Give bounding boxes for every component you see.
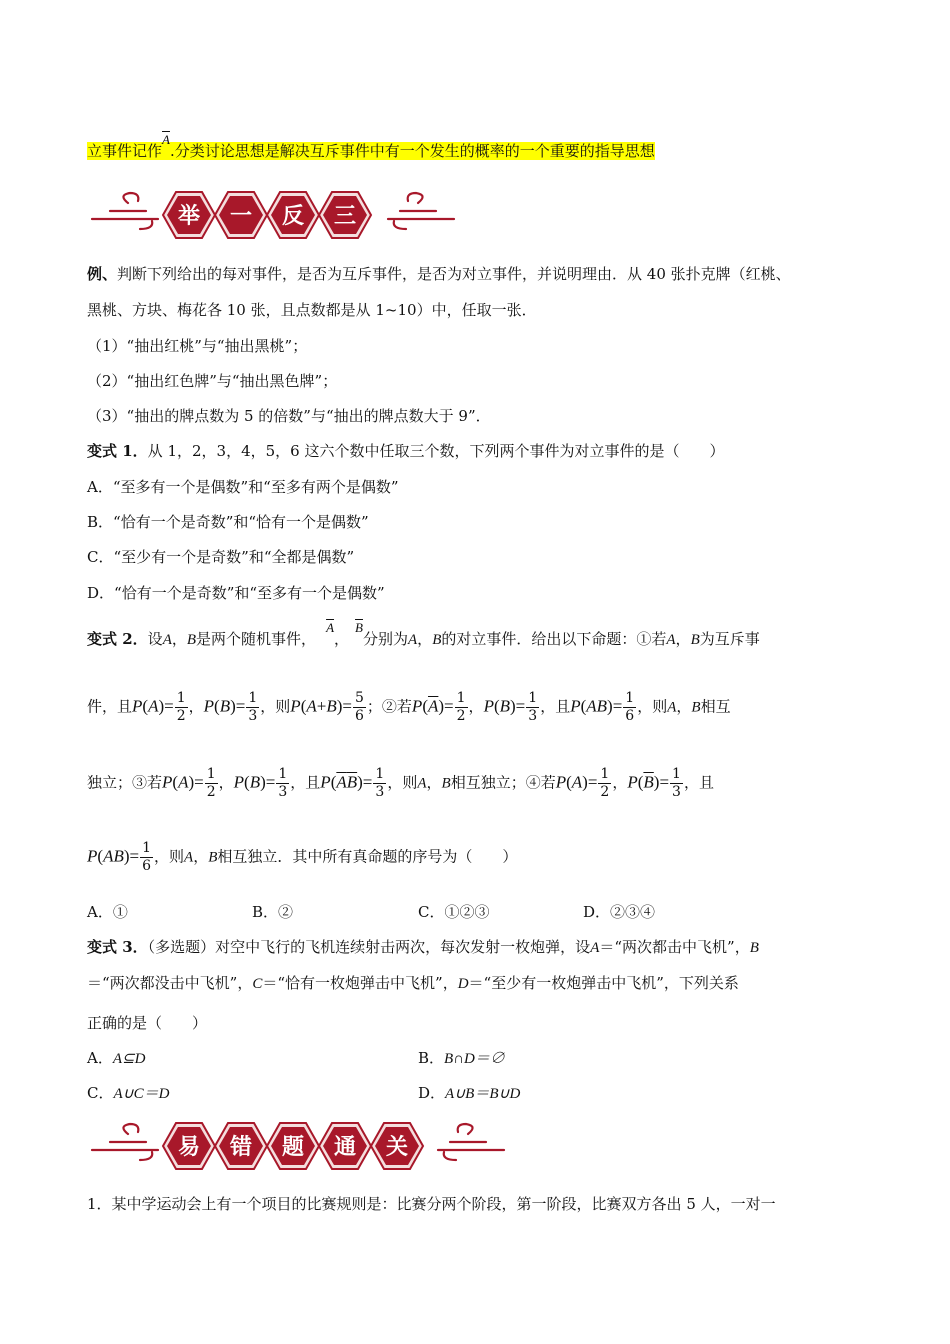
example-item-1: （1）“抽出红桃”与“抽出黑桃”； [87,337,308,355]
q3-line3: 正确的是（ ） [87,1014,208,1032]
q3-option-b: B．B∩D＝∅ [418,1049,505,1067]
banner2-char-5: 关 [385,1135,409,1160]
q3-line1: 变式 3．（多选题）对空中飞行的飞机连续射击两次，每次发射一枚炮弹，设A＝“两次都击中飞机”，B [87,938,759,956]
banner2-char-4: 通 [333,1135,357,1160]
top-note-symbol: $\overline{A}$ [162,132,170,147]
q2-line3: 独立；③若P(A)= $\frac{1}{2}$ ，P(B)= $\frac{1}{3}$ ，且P(AB)= $\frac{1}{3}$ ，则A，B相互独立；④若P(A)= $\frac{1}{2}$ ，$P(\overline{B})=$ $\frac{1}{3}$ ，且 [87,766,714,800]
q2-line2: 件，且P(A)= $\frac{1}{2}$ ，P(B)= $\frac{1}{3}$ ，则P(A+B)= $\frac{5}{6}$ ；②若$P(\overline{A})=$ $\frac{1}{2}$ ，P(B)= $\frac{1}{3}$ ，且P(AB)= $\frac{1}{6}$ ，则A，B相互 [87,690,731,724]
q2-line1: 变式 2．设A，B是两个随机事件，$\overline{A}$，$\overline{B}$分别为A，B的对立事件．给出以下命题：①若A，B为互斥事 [87,620,760,648]
top-note-part2: .分类讨论思想是解决互斥事件中有一个发生的概率的一个重要的指导思想 [169,142,655,160]
example-line2: 黑桃、方块、梅花各 10 张，且点数都是从 1~10）中，任取一张． [87,301,537,319]
q3-option-a: A．A⊆D [87,1049,146,1067]
q1-option-a: A．“至多有一个是偶数”和“至多有两个是偶数” [87,478,399,496]
banner1-char-1: 举 [177,204,201,229]
q2-label: 变式 2． [87,630,148,648]
banner2-char-1: 易 [177,1135,201,1160]
q2-option-a: A．① [87,903,128,921]
banner-ju-yi-fan-san [88,185,458,245]
banner2-char-3: 题 [281,1135,305,1160]
example-item-3: （3）“抽出的牌点数为 5 的倍数”与“抽出的牌点数大于 9”． [87,407,491,425]
q2-line4: P(AB)= $\frac{1}{6}$ ，则A，B相互独立．其中所有真命题的序号为（ ） [87,840,518,874]
q1-option-c: C．“至少有一个是奇数”和“全都是偶数” [87,548,355,566]
q1-option-d: D．“恰有一个是奇数”和“至多有一个是偶数” [87,584,385,602]
banner1-char-3: 反 [281,204,305,229]
example-label: 例、 [87,265,118,283]
q3-option-c: C．A∪C＝D [87,1084,170,1102]
q2-option-c: C．①②③ [418,903,490,921]
bar-a: $\overline{A}$ [326,620,335,635]
top-note-part1: 立事件记作 [87,142,163,160]
q1-stem: 变式 1．从 1，2，3，4，5，6 这六个数中任取三个数，下列两个事件为对立事件的是（ ） [87,442,725,460]
q1-option-b: B．“恰有一个是奇数”和“恰有一个是偶数” [87,513,369,531]
example-line1: 例、判断下列给出的每对事件，是否为互斥事件，是否为对立事件，并说明理由．从 40 张扑克牌（红桃、 [87,265,791,283]
banner1-char-2: 一 [229,204,253,229]
q3-label: 变式 3． [87,938,148,956]
banner-yi-cuo-ti-tong-guan [88,1116,508,1176]
q1-label: 变式 1． [87,442,148,460]
q3-line2: ＝“两次都没击中飞机”，C＝“恰有一枚炮弹击中飞机”，D＝“至少有一枚炮弹击中飞机”，下列关系 [87,974,739,992]
example-item-2: （2）“抽出红色牌”与“抽出黑色牌”； [87,372,338,390]
q3-option-d: D．A∪B＝B∪D [418,1084,521,1102]
banner2-char-2: 错 [229,1135,253,1160]
bar-b: $\overline{B}$ [355,620,363,635]
q2-option-b: B．② [252,903,294,921]
top-note [87,132,655,161]
q2-option-d: D．②③④ [583,903,656,921]
q4-line1: 1．某中学运动会上有一个项目的比赛规则是：比赛分两个阶段，第一阶段，比赛双方各出 5 人，一对一 [87,1195,776,1213]
banner1-char-4: 三 [333,204,357,229]
